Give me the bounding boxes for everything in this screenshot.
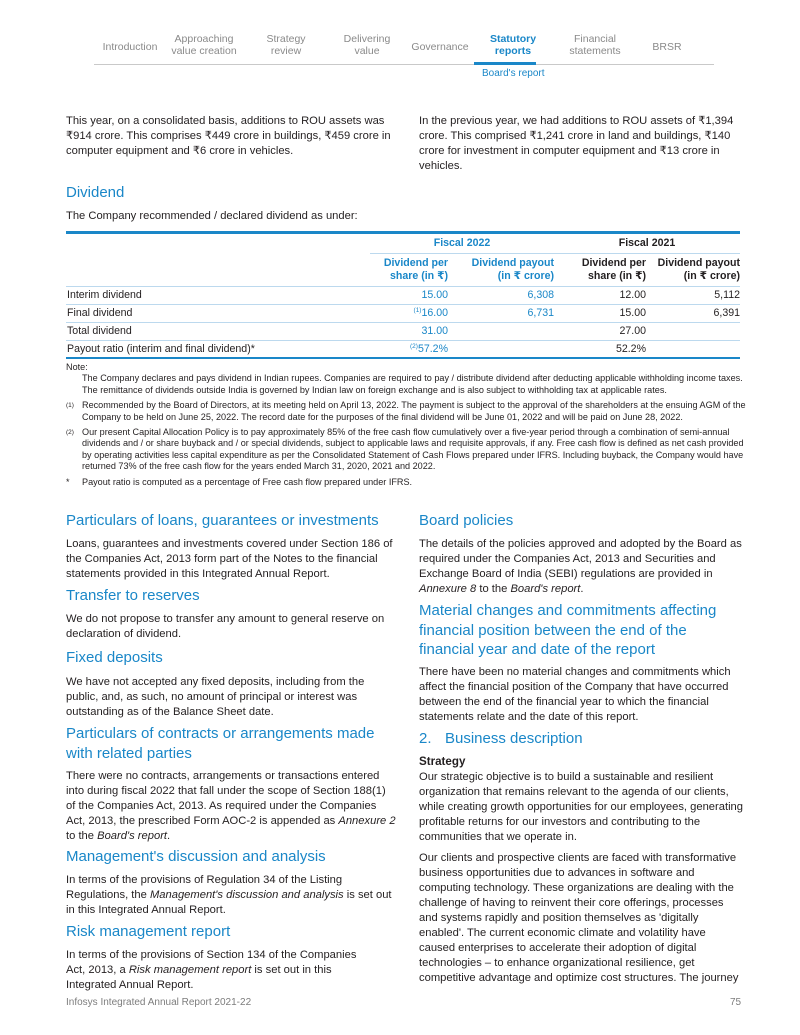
strategy-para-1: Our strategic objective is to build a sustainable and resilient organization that remains relevant to the agenda of our clients, while creating growth opportunities for our employees, generating profitable returns for our investors and contributing to the communities that we operate in. (419, 771, 744, 843)
section-title: Business description (445, 730, 583, 747)
body-text: In terms of the provisions of Regulation 34 of the Listing Regulations, the (66, 874, 343, 901)
col-header-fy21-payout (646, 253, 740, 286)
cell-fy22-dps (370, 304, 448, 322)
table-label-header (66, 253, 370, 286)
note-1 (66, 400, 746, 423)
body-text: . (580, 583, 584, 595)
strategy-subheading: Strategy (419, 755, 466, 768)
note-text: Payout ratio is computed as a percentage of Free cash flow prepared under IFRS. (82, 476, 413, 487)
note-text: Recommended by the Board of Directors, at its meeting held on April 13, 2022. The payment is subject to the approval of the shareholders at the ensuing AGM of the Company to be held on June 25, 2022. The record date for the purposes of the final dividend will be June 01, 2022 and will be paid on June 28, 2022. (82, 400, 746, 422)
nav-label-line1: Approaching (174, 33, 234, 45)
board-policies-body (419, 537, 744, 597)
dividend-intro: The Company recommended / declared dividend as under: (66, 210, 358, 222)
row-label: Final dividend (66, 304, 370, 322)
col-header-fy21-dps (554, 253, 646, 286)
cell-fy22-payout: 6,731 (448, 304, 554, 322)
dividend-notes (66, 362, 746, 492)
nav-item-statutory-reports[interactable] (490, 33, 536, 57)
note-marker: * (66, 476, 70, 487)
page-number: 75 (730, 997, 742, 1008)
business-description-heading (419, 729, 583, 749)
risk-report-reference: Risk management report (128, 964, 252, 976)
cell-fy21-payout (646, 322, 740, 340)
notes-title: Note: (66, 362, 88, 372)
table-row-payout-ratio (66, 340, 740, 358)
col-header-line2: share (in ₹) (588, 269, 646, 282)
nav-item-approaching-value-creation[interactable] (171, 33, 236, 57)
group-header-fiscal-2022: Fiscal 2022 (370, 234, 554, 253)
mda-heading: Management's discussion and analysis (66, 848, 326, 865)
cell-value: 57.2% (417, 342, 448, 355)
annexure-reference: Annexure 2 (338, 815, 396, 827)
col-header-line1: Dividend payout (471, 256, 554, 269)
nav-label-line2: value (354, 45, 380, 57)
related-parties-heading: Particulars of contracts or arrangements made with related parties (66, 725, 375, 762)
cell-fy22-payout (448, 322, 554, 340)
section-navigation (94, 33, 714, 65)
mda-body (66, 873, 396, 918)
cell-value: 15.00 (421, 289, 448, 301)
cell-fy21-dps: 52.2% (554, 340, 646, 358)
table-row-interim-dividend (66, 286, 740, 304)
cell-fy21-dps: 27.00 (554, 322, 646, 340)
nav-item-introduction[interactable] (103, 41, 158, 53)
cell-value: 16.00 (421, 307, 448, 319)
nav-item-financial-statements[interactable] (569, 33, 620, 57)
group-header-fiscal-2021: Fiscal 2021 (554, 234, 740, 253)
dividend-table (66, 231, 740, 359)
body-text: The details of the policies approved and adopted by the Board as required under the Companies Act, 2013 and Securities and Exchange Board of India (SEBI) regulations are provided in (419, 538, 742, 580)
cell-fy22-dps (370, 340, 448, 358)
boards-report-reference: Board's report (97, 830, 168, 842)
cell-fy21-payout: 6,391 (646, 304, 740, 322)
mda-reference: Management's discussion and analysis (149, 889, 344, 901)
col-header-fy22-payout (448, 253, 554, 286)
strategy-para-2: Our clients and prospective clients are faced with transformative business opportunities due to advances in software and computing technology. These organizations are dealing with the challenge of having to reinvent their core offerings, processes and systems rapidly and position themselves as 'digitally enabled'. The current economic climate and volatility have caused enterprises to accelerate their adoption of digital technologies – to enhance organizational resilience, get competitive advantage and optimize cost structures. The journey (419, 852, 739, 984)
nav-label-line2: review (270, 45, 302, 57)
row-label: Interim dividend (66, 286, 370, 304)
risk-heading: Risk management report (66, 923, 231, 940)
col-header-fy22-dps (370, 253, 448, 286)
body-text: to the (66, 830, 98, 842)
note-general (66, 373, 746, 396)
loans-heading: Particulars of loans, guarantees or investments (66, 512, 379, 529)
col-header-line1: Dividend payout (657, 256, 740, 269)
cell-fy21-dps: 15.00 (554, 304, 646, 322)
table-corner (66, 234, 370, 253)
nav-item-strategy-review[interactable] (266, 33, 305, 57)
nav-label-line1: Delivering (343, 33, 391, 45)
cell-fy22-payout: 6,308 (448, 286, 554, 304)
section-number: 2. (419, 730, 432, 747)
table-row-final-dividend (66, 304, 740, 322)
note-text: The Company declares and pays dividend in Indian rupees. Companies are required to pay / distribute dividend after deducting applicable withholding income taxes. The remittance of dividends outside India is governed by Indian law on foreign exchange and is also subject to withholding tax at applicable rates. (82, 373, 743, 395)
rou-previous-year-paragraph: In the previous year, we had additions to ROU assets of ₹1,394 crore. This comprised ₹1,241 crore in land and buildings, ₹140 crore for investment in computer equipment and ₹13 crore in vehicles. (419, 115, 734, 172)
nav-label-line2: statements (569, 45, 621, 57)
rou-current-year-paragraph: This year, on a consolidated basis, additions to ROU assets was ₹914 crore. This comprises ₹449 crore in buildings, ₹459 crore in computer equipment and ₹6 crore in vehicles. (66, 115, 391, 157)
reserves-heading: Transfer to reserves (66, 587, 200, 604)
note-2 (66, 427, 746, 473)
body-text: is set out in this Integrated Annual Report. (66, 889, 392, 916)
reserves-body: We do not propose to transfer any amount to general reserve on declaration of dividend. (66, 613, 385, 640)
col-header-line2: share (in ₹) (390, 269, 448, 282)
body-text: There were no contracts, arrangements or transactions entered into during fiscal 2022 that fall under the scope of Section 188(1) of the Companies Act, 2013. As required under the Companies Act, 2013, the prescribed Form AOC-2 is appended as (66, 770, 386, 827)
nav-label-line1: Statutory (489, 33, 537, 45)
nav-item-brsr[interactable] (652, 41, 681, 53)
risk-body (66, 948, 376, 993)
nav-item-governance[interactable] (411, 41, 468, 53)
col-header-line1: Dividend per (383, 256, 448, 269)
material-changes-body: There have been no material changes and commitments which affect the financial position of the Company that have occurred between the end of the financial year to which the financial statements relate and the date of this report. (419, 666, 731, 723)
row-label: Payout ratio (interim and final dividend)* (66, 340, 370, 358)
cell-fy22-dps (370, 322, 448, 340)
annexure-reference: Annexure 8 (419, 583, 477, 595)
footnote-ref: (1) (413, 307, 422, 314)
nav-label: BRSR (652, 41, 682, 53)
nav-label: Introduction (102, 41, 158, 53)
related-parties-body (66, 769, 396, 844)
cell-value: 31.00 (421, 325, 448, 337)
table-row-total-dividend (66, 322, 740, 340)
active-nav-indicator (474, 62, 536, 65)
body-text: is set out in this Integrated Annual Report. (66, 964, 332, 991)
footnote-ref: (2) (410, 342, 418, 350)
col-header-line2: (in ₹ crore) (497, 269, 554, 282)
boards-report-reference: Board's report (510, 583, 581, 595)
dividend-heading: Dividend (66, 184, 125, 201)
nav-item-delivering-value[interactable] (344, 33, 391, 57)
note-text: Our present Capital Allocation Policy is to pay approximately 85% of the free cash flow cumulatively over a five-year period through a combination of semi-annual dividends and / or share buyback and / or special dividends, subject to applicable laws and requisite approvals, if any. Free cash flow is defined as net cash provided by operating activities less capital expenditure as per the Consolidated Statement of Cash Flows prepared under IFRS. Including buyback, the Company would have returned 73% of the free cash flow for the years ended March 31, 2020, 2021 and 2022. (82, 427, 744, 472)
nav-label-line2: reports (494, 45, 532, 57)
row-label: Total dividend (66, 322, 370, 340)
note-marker: (1) (66, 402, 74, 410)
note-asterisk (66, 477, 746, 488)
nav-label-line1: Strategy (266, 33, 306, 45)
cell-fy22-dps (370, 286, 448, 304)
cell-fy21-dps: 12.00 (554, 286, 646, 304)
col-header-line2: (in ₹ crore) (683, 269, 740, 282)
nav-label-line2: value creation (171, 45, 237, 57)
body-text: In terms of the provisions of Section 134 of the Companies Act, 2013, a (66, 949, 357, 976)
col-header-line1: Dividend per (581, 256, 646, 269)
subnav-boards-report[interactable]: Board's report (482, 68, 545, 79)
nav-label: Governance (411, 41, 469, 53)
body-text: . (167, 830, 171, 842)
material-changes-heading: Material changes and commitments affecting financial position between the end of the financial year and date of the report (419, 602, 717, 658)
loans-body: Loans, guarantees and investments covered under Section 186 of the Companies Act, 2013 form part of the Notes to the financial statements provided in this Integrated Annual Report. (66, 538, 393, 580)
nav-label-line1: Financial (573, 33, 617, 45)
cell-fy22-payout (448, 340, 554, 358)
cell-fy21-payout (646, 340, 740, 358)
deposits-body: We have not accepted any fixed deposits, including from the public, and, as such, no amount of principal or interest was outstanding as of the Balance Sheet date. (66, 676, 365, 718)
footer-report-title: Infosys Integrated Annual Report 2021-22 (66, 997, 252, 1008)
body-text: to the (476, 583, 511, 595)
deposits-heading: Fixed deposits (66, 649, 163, 666)
board-policies-heading: Board policies (419, 512, 514, 529)
cell-fy21-payout: 5,112 (646, 286, 740, 304)
note-marker: (2) (66, 429, 74, 437)
